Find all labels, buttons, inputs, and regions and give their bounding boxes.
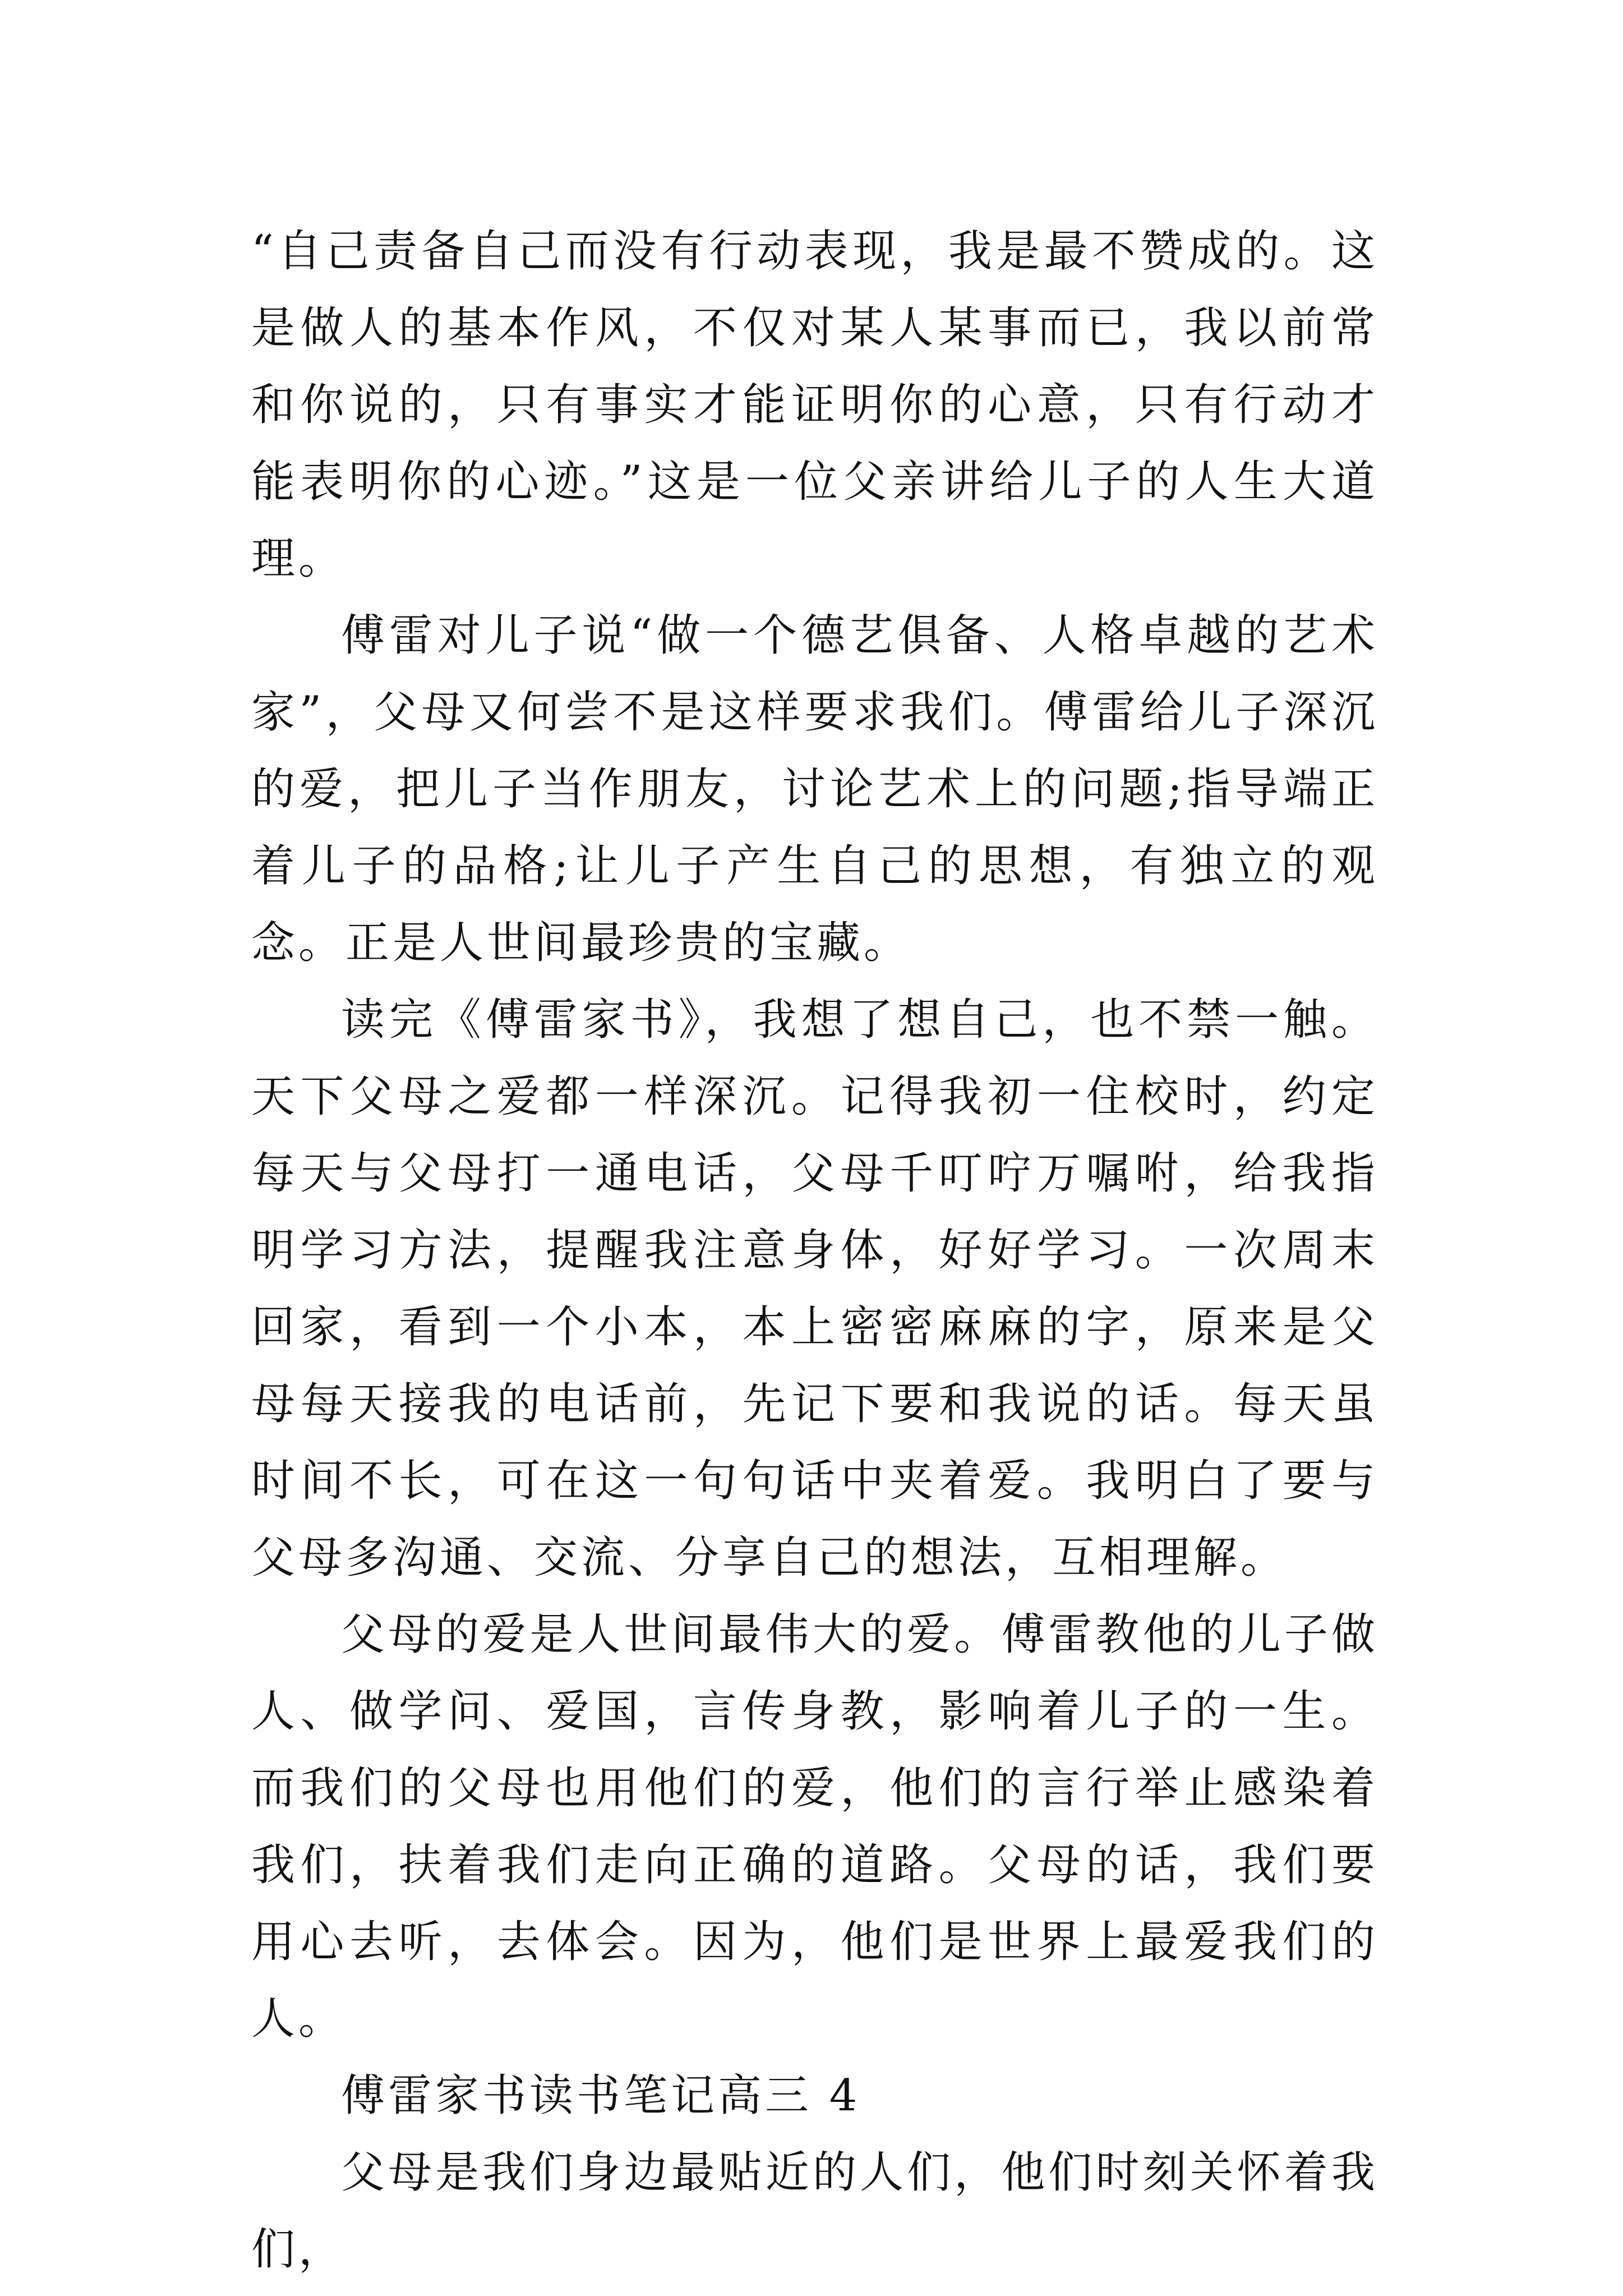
paragraph-parents-closest: 父母是我们身边最贴近的人们，他们时刻关怀着我们， [251,2147,1378,2275]
paragraph-parents-love: 父母的爱是人世间最伟大的爱。傅雷教他的儿子做人、做学问、爱国，言传身教，影响着儿子的一生。而我们的父母也用他们的爱，他们的言行举止感染着我们，扶着我们走向正确的道路。父母的话，我们要用心去听，去体会。因为，他们是世界上最爱我们的人。 [251,1609,1378,2044]
paragraph-quote: “自己责备自己而没有行动表现，我是最不赞成的。这是做人的基本作风，不仅对某人某事而已，我以前常和你说的，只有事实才能证明你的心意，只有行动才能表明你的心迹。”这是一位父亲讲给儿子的人生大道理。 [251,226,1378,584]
section-heading: 傅雷家书读书笔记高三 4 [341,2070,861,2121]
document-body [251,213,1378,2288]
paragraph-after-reading: 读完《傅雷家书》，我想了想自己，也不禁一触。天下父母之爱都一样深沉。记得我初一住校时，约定每天与父母打一通电话，父母千叮咛万嘱咐，给我指明学习方法，提醒我注意身体，好好学习。一次周末回家，看到一个小本，本上密密麻麻的字，原来是父母每天接我的电话前，先记下要和我说的话。每天虽时间不长，可在这一句句话中夹着爱。我明白了要与父母多沟通、交流、分享自己的想法，互相理解。 [251,995,1378,1583]
paragraph-fu-lei-to-son: 傅雷对儿子说“做一个德艺俱备、人格卓越的艺术家”，父母又何尝不是这样要求我们。傅雷给儿子深沉的爱，把儿子当作朋友，讨论艺术上的问题;指导端正着儿子的品格;让儿子产生自己的思想，有独立的观念。正是人世间最珍贵的宝藏。 [251,610,1378,968]
